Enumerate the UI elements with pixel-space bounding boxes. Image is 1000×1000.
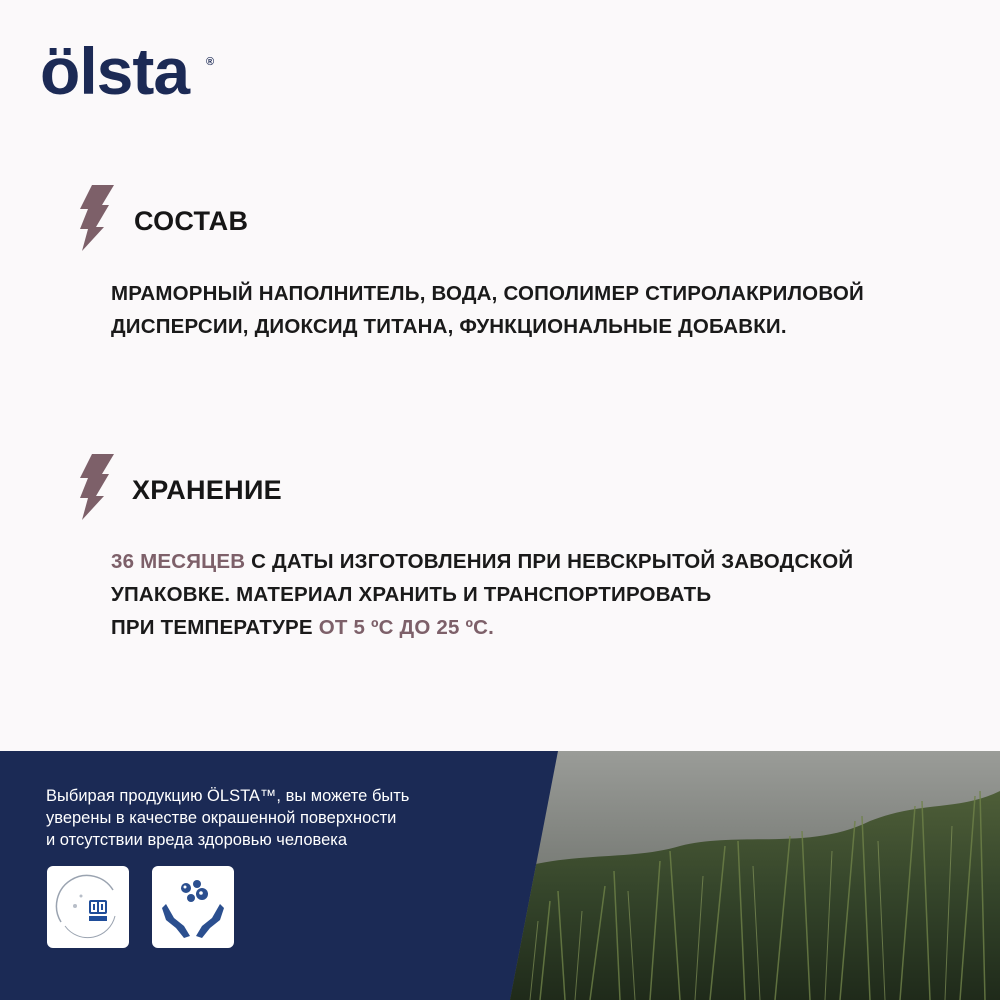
footer-line-3: и отсутствии вреда здоровью человека — [46, 831, 348, 849]
registered-mark: ® — [206, 56, 215, 68]
storage-text-part-1: С ДАТЫ ИЗГОТОВЛЕНИЯ ПРИ НЕВСКРЫТОЙ ЗАВОДСКОЙ УПАКОВКЕ. МАТЕРИАЛ ХРАНИТЬ И ТРАНСПОРТИРОВАТЬ — [111, 550, 854, 606]
footer-band — [0, 751, 1000, 1000]
section-title-storage: ХРАНЕНИЕ — [132, 475, 282, 505]
storage-text-part-2: ПРИ ТЕМПЕРАТУРЕ — [111, 616, 319, 639]
storage-temperature: ОТ 5 ºС ДО 25 ºС. — [318, 616, 495, 639]
lightning-icon — [78, 185, 114, 251]
footer-line-1: Выбирая продукцию ÖLSTA™, вы можете быть — [46, 787, 410, 805]
section-body-storage — [111, 545, 971, 644]
quality-certification-icon — [47, 866, 129, 948]
health-safety-badge — [152, 866, 234, 948]
footer-line-2: уверены в качестве окрашенной поверхности — [46, 809, 397, 827]
hands-safe-icon — [152, 866, 234, 948]
section-title-composition: СОСТАВ — [134, 206, 249, 236]
storage-period: 36 МЕСЯЦЕВ — [111, 550, 246, 573]
grass-wall-photo — [510, 751, 1000, 1000]
brand-logo: ölsta — [40, 34, 190, 108]
section-body-composition: МРАМОРНЫЙ НАПОЛНИТЕЛЬ, ВОДА, СОПОЛИМЕР СТИРОЛАКРИЛОВОЙ ДИСПЕРСИИ, ДИОКСИД ТИТАНА, ФУНКЦИОНАЛЬНЫЕ ДОБАВКИ. — [111, 282, 864, 338]
quality-certification-badge — [47, 866, 129, 948]
footer-message — [46, 785, 516, 851]
lightning-icon — [78, 454, 114, 520]
